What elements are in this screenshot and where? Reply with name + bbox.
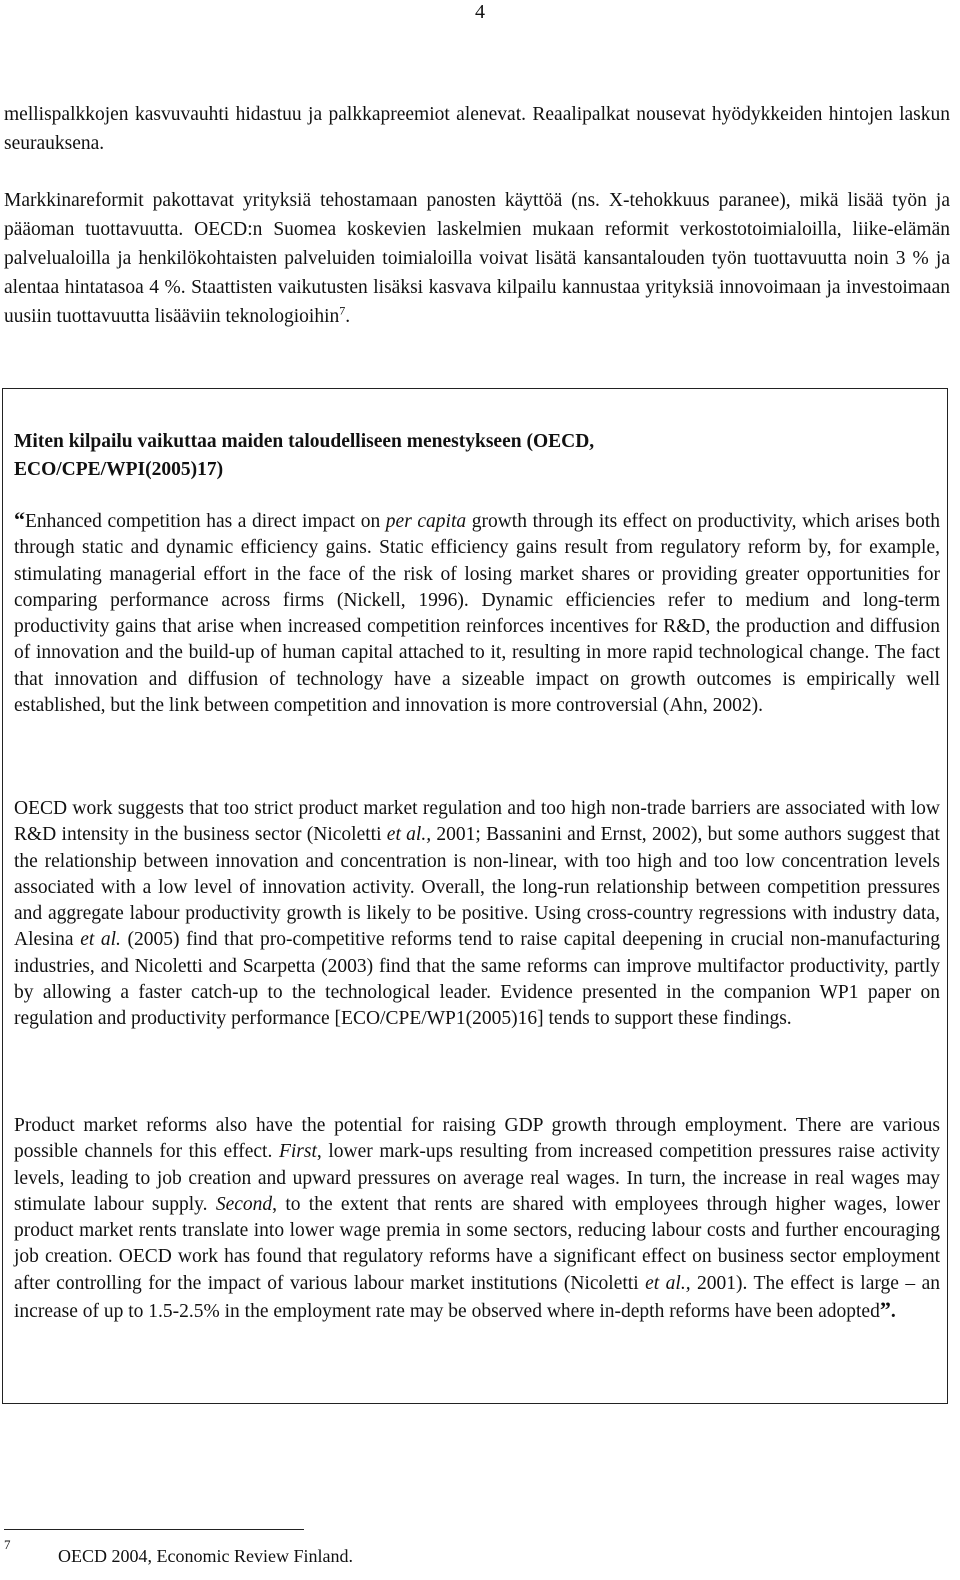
- box-p3-text-a: Product market reforms also have the potential for raising GDP growth through employment. There are various possible channels for this effect.: [14, 1115, 940, 1163]
- close-quote-mark: ”: [879, 1297, 891, 1323]
- box-p2-emphasis-2: et al.: [80, 929, 121, 951]
- box-paragraph-2: [14, 796, 940, 1033]
- open-quote-mark: “: [14, 507, 25, 532]
- paragraph-2-text: Markkinareformit pakottavat yrityksiä tehostamaan panosten käyttöä (ns. X-tehokkuus paranee), mikä lisää työn ja pääoman tuottavuutta. OECD:n Suomea koskevien laskelmien mukaan reformit verkostotoimialoilla, liike-elämän palvelualoilla ja henkilökohtaisten palveluiden toimialoilla voivat lisätä kansantalouden työn tuottavuutta noin 3 % ja alentaa hintatasoa 4 %. Staattisten vaikutusten lisäksi kasvava kilpailu kannustaa yrityksiä innovoimaan ja investoimaan uusiin tuottavuutta lisääviin teknologioihin: [4, 190, 950, 327]
- box-p3-text-c: , to the extent that rents are shared with employees through higher wages, lower product market rents translate into lower wage premia in some sectors, reducing labour costs and further encouraging job creation. OECD work has found that regulatory reforms have a significant effect on business sector employment after controlling for the impact of various labour market institutions (Nicoletti: [14, 1193, 940, 1294]
- box-title: [14, 428, 942, 484]
- box-p3-emphasis-2: Second: [215, 1193, 273, 1215]
- footnote-text: OECD 2004, Economic Review Finland.: [58, 1546, 353, 1566]
- box-p3-text-b: , lower mark-ups resulting from increased competition pressures raise activity levels, leading to job creation and upward pressures on average real wages. In turn, the increase in real wages may stimulate labour supply.: [14, 1141, 940, 1215]
- paragraph-1: mellispalkkojen kasvuvauhti hidastuu ja palkkapreemiot alenevat. Reaalipalkat nousevat hyödykkeiden hintojen laskun seurauksena.: [4, 104, 950, 154]
- box-p1-emphasis: per capita: [385, 511, 467, 532]
- box-p3-emphasis-3: et al.,: [645, 1272, 691, 1294]
- box-title-line-2: ECO/CPE/WPI(2005)17): [14, 459, 224, 480]
- box-paragraph-3: [14, 1113, 940, 1325]
- box-p3-text-d: 2001). The effect is large – an increase of up to 1.5-2.5% in the employment rate may be observed where in-depth reforms have been adopted: [14, 1272, 941, 1323]
- box-p3-emphasis-1: First: [278, 1141, 317, 1163]
- paragraph-2-end: .: [345, 306, 351, 327]
- box-p2-text-c: (2005) find that pro-competitive reforms tend to raise capital deepening in crucial non-manufacturing industries, and Nicoletti and Scarpetta (2003) find that the same reforms can improve multifactor productivity, partly by allowing a faster catch-up to the technological leader. Evidence presented in the companion WP1 paper on regulation and productivity performance [ECO/CPE/WP1(2005)16] tends to support these findings.: [14, 929, 940, 1030]
- box-p1-text-b: growth through its effect on productivity, which arises both through static and dynamic efficiency gains. Static efficiency gains result from regulatory reform by, for example, stimulating managerial effort in the face of the risk of losing market shares or providing greater opportunities for comparing performance across firms (Nickell, 1996). Dynamic efficiencies refer to medium and long-term productivity gains that arise when increased competition reinforces incentives for R&D, the production and diffusion of innovation and the build-up of human capital attached to it, resulting in more rapid technological change. The fact that innovation and diffusion of technology have a sizeable impact on growth outcomes is empirically well established, but the link between competition and innovation is more controversial (Ahn, 2002).: [14, 511, 940, 717]
- footnote-number: 7: [4, 1537, 11, 1552]
- box-p1-text-a: Enhanced competition has a direct impact on: [25, 511, 386, 532]
- footnote-reference[interactable]: 7: [339, 303, 346, 318]
- box-p2-text-b: 2001; Bassanini and Ernst, 2002), but some authors suggest that the relationship between innovation and concentration is non-linear, with too high and too low concentration levels associated with a low level of innovation activity. Overall, the long-run relationship between competition pressures and aggregate labour productivity growth is likely to be positive. Using cross-country regressions with industry data, Alesina: [14, 824, 940, 951]
- box-p2-emphasis-1: et al.,: [386, 824, 432, 846]
- page-number: 4: [475, 1, 485, 23]
- box-paragraph-1: [14, 507, 940, 719]
- footnote-separator: [4, 1529, 304, 1530]
- paragraph-2: [4, 186, 950, 331]
- box-p3-end: .: [890, 1301, 896, 1323]
- box-title-line-1: Miten kilpailu vaikuttaa maiden taloudelliseen menestykseen (OECD,: [14, 431, 595, 452]
- box-p2-text-a: OECD work suggests that too strict product market regulation and too high non-trade barriers are associated with low R&D intensity in the business sector (Nicoletti: [14, 798, 940, 846]
